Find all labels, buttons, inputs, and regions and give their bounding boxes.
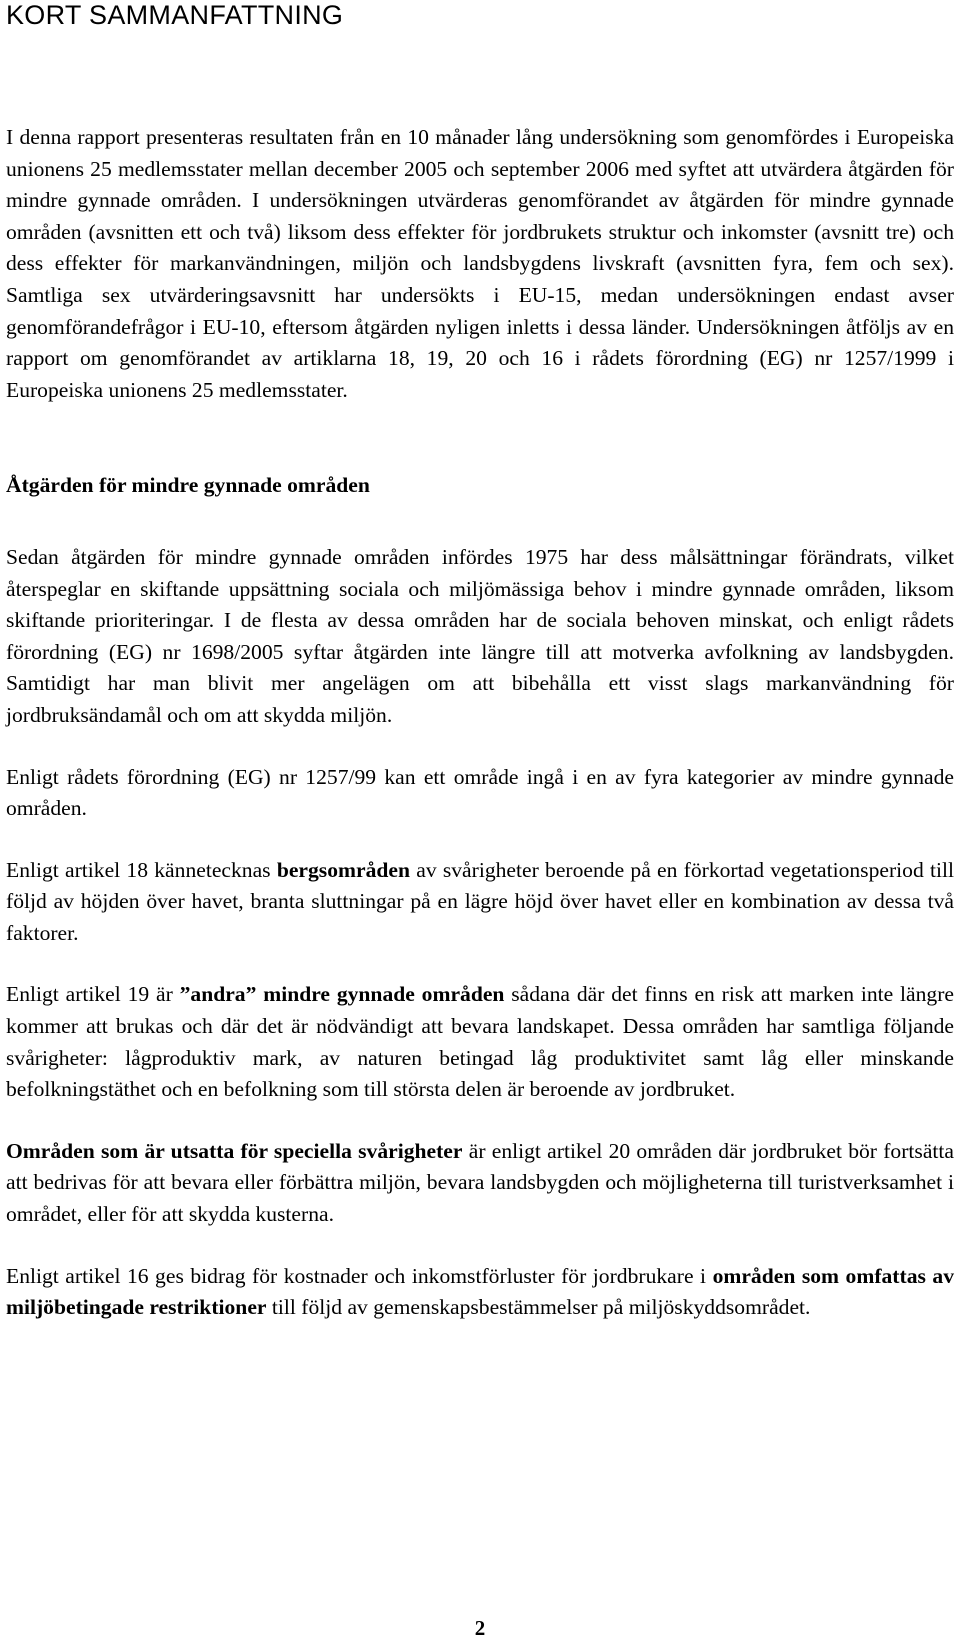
section-paragraph-4: [6, 979, 954, 1105]
section-paragraph-1: Sedan åtgärden för mindre gynnade områden infördes 1975 har dess målsättningar förändrats, vilket återspeglar en skiftande uppsättning sociala och miljömässiga behov i mindre gynnade områden, liksom skiftande prioriteringar. I de flesta av dessa områden har de sociala behoven minskat, och enligt rådets förordning (EG) nr 1698/2005 syftar åtgärden inte längre till att motverka avfolkning av landsbygden. Samtidigt har man blivit mer angelägen om att bibehålla ett visst slags markanvändning för jordbruksändamål och om att skydda miljön.: [6, 544, 954, 727]
paragraph-text: är enligt artikel 20 områden där jordbruket bör fortsätta att bedrivas för att bevara eller förbättra miljön, bevara landsbygden och möjligheterna till turistverksamhet i området, eller för att skydda kusterna.: [6, 1138, 954, 1227]
emphasis-term: områden som omfattas av miljöbetingade restriktioner: [6, 1263, 954, 1320]
section-paragraph-2: Enligt rådets förordning (EG) nr 1257/99 kan ett område ingå i en av fyra kategorier av mindre gynnade områden.: [6, 764, 954, 821]
section-paragraph-5: [6, 1136, 954, 1231]
paragraph-text: Enligt artikel 19 är: [6, 982, 180, 1007]
emphasis-term: Områden som är utsatta för speciella svårigheter: [6, 1138, 463, 1163]
paragraph-text: Enligt artikel 16 ges bidrag för kostnader och inkomstförluster för jordbrukare i: [6, 1263, 713, 1288]
paragraph-text: av svårigheter beroende på en förkortad vegetationsperiod till följd av höjden över havet, branta sluttningar på en lägre höjd över havet eller en kombination av dessa två faktorer.: [6, 857, 954, 945]
page-number: 2: [474, 1616, 486, 1640]
section-paragraph-3: [6, 855, 954, 950]
paragraph-text: Enligt artikel 18 kännetecknas: [6, 857, 277, 882]
intro-paragraph: I denna rapport presenteras resultaten från en 10 månader lång undersökning som genomfördes i Europeiska unionens 25 medlemsstater mellan december 2005 och september 2006 med syftet att utvärdera åtgärden för mindre gynnade områden. I undersökningen utvärderas genomförandet av åtgärden för mindre gynnade områden (avsnitten ett och två) liksom dess effekter för jordbrukets struktur och inkomster (avsnitt tre) och dess effekter för markanvändningen, miljön och landsbygdens livskraft (avsnitten fyra, fem och sex). Samtliga sex utvärderingsavsnitt har undersökts i EU-15, medan undersökningen endast avser genomförandefrågor i EU-10, eftersom åtgärden nyligen inletts i dessa länder. Undersökningen åtföljs av en rapport om genomförandet av artiklarna 18, 19, 20 och 16 i rådets förordning (EG) nr 1257/1999 i Europeiska unionens 25 medlemsstater.: [6, 125, 954, 402]
section-paragraph-6: [6, 1261, 954, 1324]
emphasis-term: ”andra” mindre gynnade områden: [179, 982, 505, 1007]
page-title: KORT SAMMANFATTNING: [6, 0, 344, 30]
paragraph-text: sådana där det finns en risk att marken inte längre kommer att brukas och där det är nödvändigt att bevara landskapet. Dessa områden har samtliga följande svårigheter: lågproduktiv mark, av naturen betingad låg produktivitet samt låg eller minskande befolkningstäthet och en befolkning som till största delen är beroende av jordbruket.: [6, 982, 955, 1102]
document-page: [6, 0, 954, 1324]
section-heading: Åtgärden för mindre gynnade områden: [6, 473, 370, 498]
emphasis-term: bergsområden: [276, 857, 410, 882]
paragraph-text: till följd av gemenskapsbestämmelser på miljöskyddsområdet.: [266, 1295, 811, 1320]
